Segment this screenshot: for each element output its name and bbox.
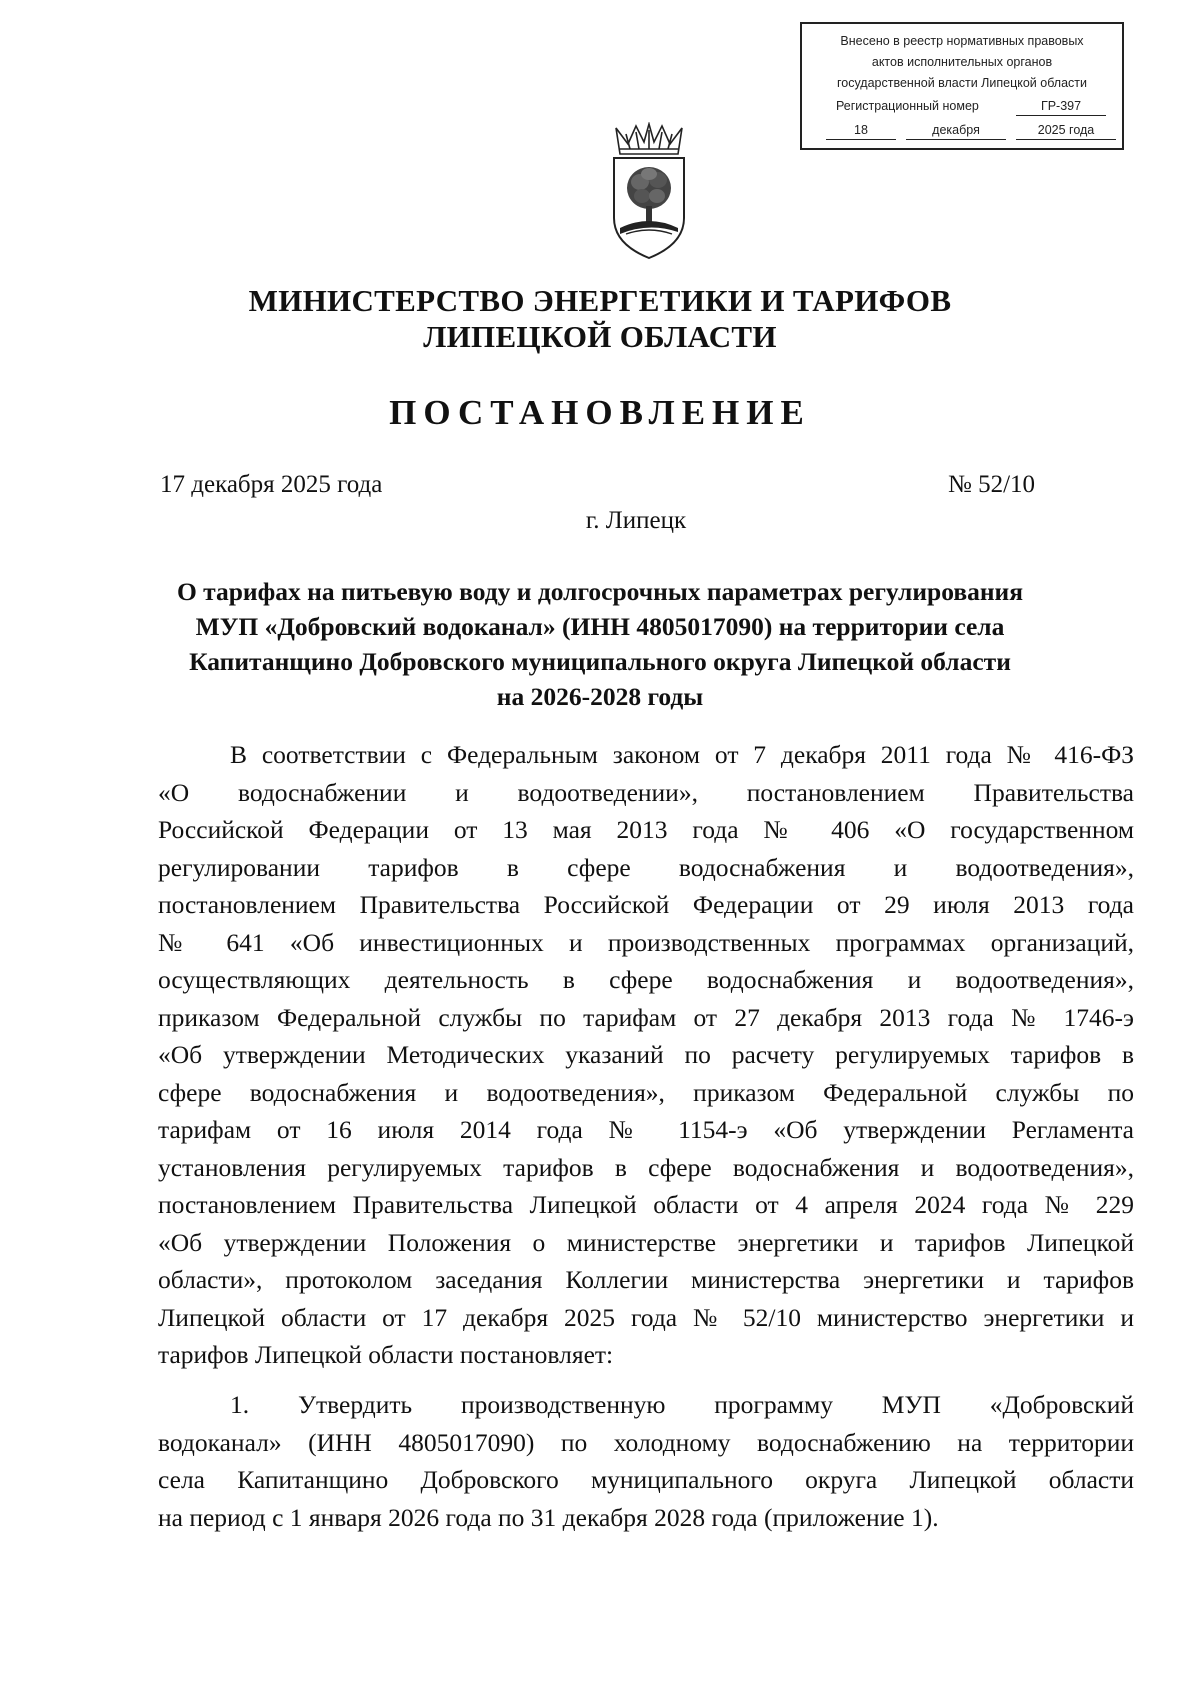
preamble-line: области», протоколом заседания Коллегии министерства энергетики и тарифов — [158, 1265, 1134, 1294]
document-date: 17 декабря 2025 года — [160, 471, 383, 498]
preamble-line: тарифам от 16 июля 2014 года № 1154-э «Об утверждении Регламента — [158, 1115, 1134, 1144]
item-1-line: села Капитанщино Добровского муниципального округа Липецкой области — [158, 1465, 1134, 1494]
item-1-line: на период с 1 января 2026 года по 31 декабря 2028 года (приложение 1). — [158, 1502, 939, 1532]
item-1-line: 1. Утвердить производственную программу МУП «Добровский — [230, 1390, 1134, 1419]
stamp-date — [802, 122, 1122, 140]
preamble-paragraph — [158, 736, 1134, 1374]
item-1-paragraph — [158, 1386, 1134, 1536]
coat-of-arms-icon — [606, 122, 692, 262]
stamp-line-2: актов исполнительных органов — [871, 55, 1053, 69]
stamp-line-1: Внесено в реестр нормативных правовых — [840, 34, 1084, 48]
stamp-year: 2025 года — [1016, 122, 1116, 140]
preamble-line: установления регулируемых тарифов в сфере водоснабжения и водоотведения», — [158, 1152, 1134, 1182]
city-text: г. Липецк — [585, 507, 687, 534]
title-line: О тарифах на питьевую воду и долгосрочных параметрах регулирования — [176, 577, 1024, 606]
title-line: МУП «Добровский водоканал» (ИНН 4805017090) на территории села — [195, 612, 1005, 641]
item-1-line: водоканал» (ИНН 4805017090) по холодному водоснабжению на территории — [158, 1427, 1134, 1457]
stamp-reg-label: Регистрационный номер — [836, 99, 979, 113]
stamp-line-3: государственной власти Липецкой области — [836, 76, 1088, 90]
stamp-registration — [802, 98, 1122, 116]
title-line: Капитанщино Добровского муниципального округа Липецкой области — [189, 647, 1011, 676]
registry-stamp — [800, 22, 1124, 150]
stamp-month: декабря — [906, 122, 1006, 140]
document-number: № 52/10 — [948, 471, 1036, 498]
document-type-heading: ПОСТАНОВЛЕНИЕ — [389, 393, 811, 432]
preamble-line: «О водоснабжении и водоотведении», постановлением Правительства — [158, 777, 1134, 807]
preamble-line: Российской Федерации от 13 мая 2013 года № 406 «О государственном — [158, 815, 1134, 844]
ministry-name-line-2: ЛИПЕЦКОЙ ОБЛАСТИ — [423, 319, 777, 354]
preamble-line: В соответствии с Федеральным законом от 7 декабря 2011 года № 416-ФЗ — [230, 740, 1134, 769]
preamble-line: «Об утверждении Методических указаний по расчету регулируемых тарифов в — [158, 1040, 1134, 1069]
preamble-line: постановлением Правительства Липецкой области от 4 апреля 2024 года № 229 — [158, 1190, 1134, 1219]
preamble-line: тарифов Липецкой области постановляет: — [158, 1340, 614, 1369]
preamble-line: Липецкой области от 17 декабря 2025 года № 52/10 министерство энергетики и — [158, 1302, 1134, 1332]
document-city — [0, 506, 1200, 536]
preamble-line: сфере водоснабжения и водоотведения», приказом Федеральной службы по — [158, 1077, 1134, 1107]
preamble-line: постановлением Правительства Российской Федерации от 29 июля 2013 года — [158, 890, 1134, 919]
title-line: на 2026-2028 годы — [496, 682, 704, 711]
document-title — [140, 574, 1060, 714]
stamp-reg-number: ГР-397 — [1016, 98, 1106, 116]
preamble-line: № 641 «Об инвестиционных и производственных программах организаций, — [158, 927, 1134, 957]
preamble-line: «Об утверждении Положения о министерстве энергетики и тарифов Липецкой — [158, 1227, 1134, 1257]
preamble-line: приказом Федеральной службы по тарифам от 27 декабря 2013 года № 1746-э — [158, 1002, 1134, 1032]
preamble-line: регулировании тарифов в сфере водоснабжения и водоотведения», — [158, 852, 1134, 882]
stamp-day: 18 — [826, 122, 896, 140]
preamble-line: осуществляющих деятельность в сфере водоснабжения и водоотведения», — [158, 965, 1134, 994]
ministry-name-line-1: МИНИСТЕРСТВО ЭНЕРГЕТИКИ И ТАРИФОВ — [248, 283, 952, 318]
